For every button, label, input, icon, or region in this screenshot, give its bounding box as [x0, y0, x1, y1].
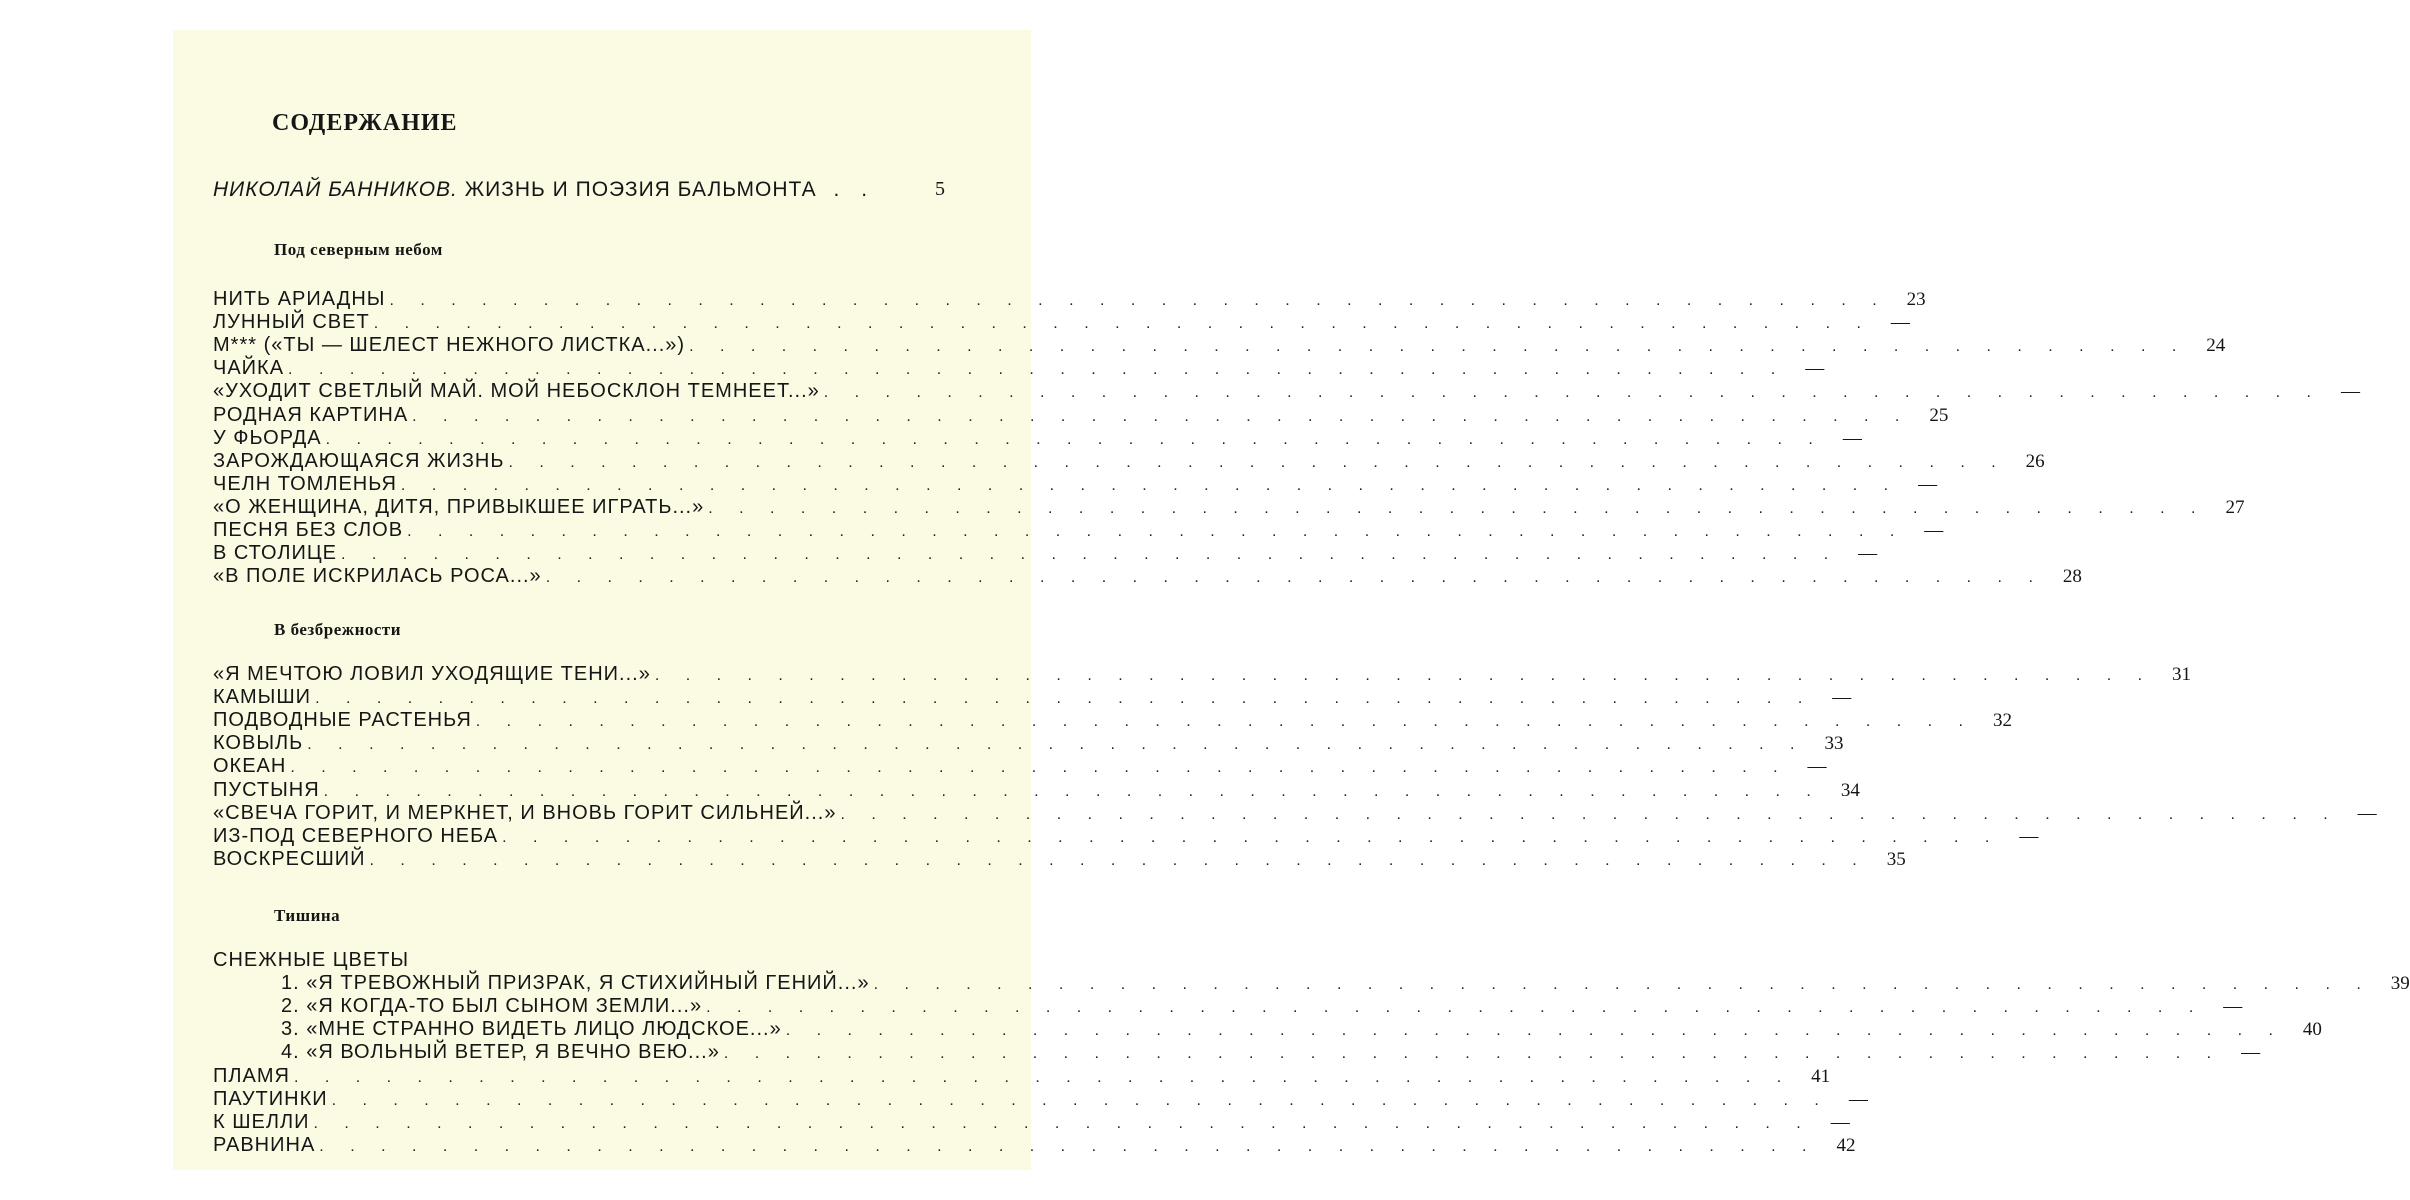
toc-entry: [213, 1109, 1850, 1133]
entry-title: ЗАРОЖДАЮЩАЯСЯ ЖИЗНЬ: [213, 451, 508, 471]
entry-title: НИТЬ АРИАДНЫ: [213, 289, 389, 309]
entry-group-title: СНЕЖНЫЕ ЦВЕТЫ: [213, 949, 410, 972]
page-number: 31: [2172, 664, 2192, 686]
toc-subentry: [213, 1039, 2261, 1064]
page-number: —: [1858, 543, 1878, 565]
entry-title: ЧЕЛН ТОМЛЕНЬЯ: [213, 474, 401, 494]
leader-dots: . . . . . . . . . . . . . . . . . . . . . . . . . . . . . . . . . . . . . . . . . . . . . . . . .: [654, 667, 2154, 685]
page-number: —: [2241, 1042, 2261, 1064]
entry-title: ОКЕАН: [213, 756, 290, 776]
entry-title: 1. «Я ТРЕВОЖНЫЙ ПРИЗРАК, Я СТИХИЙНЫЙ ГЕНИЙ...»: [281, 973, 874, 993]
entry-title: М*** («ТЫ — ШЕЛЕСТ НЕЖНОГО ЛИСТКА...»): [213, 335, 689, 355]
toc-entry: [213, 471, 1938, 495]
leader-dots: . . . . . . . . . . . . . . . . . . . . . . . . . . . . . . . . . . . . . . . . . . . . . . . . .: [331, 1091, 1830, 1109]
leader-dots: . . . . . . . . . . . . . . . . . . . . . . . . . . . . . . . . . . . . . . . . . . . . . . . . .: [288, 361, 1787, 379]
entry-title: ПЕСНЯ БЕЗ СЛОВ: [213, 520, 407, 540]
leader-dots: . . . . . . . . . . . . . . . . . . . . . . . . . . . . . . . . . . . . . . . . . . . . . . . . .: [708, 499, 2207, 517]
toc-entry: [213, 1132, 1856, 1156]
page-number: 39: [2390, 973, 2410, 995]
page-number: —: [2357, 802, 2377, 824]
page-number: —: [1832, 687, 1852, 709]
page-number: 5: [935, 178, 945, 200]
page-number: 42: [1836, 1134, 1856, 1156]
leader-dots: . . . . . . . . . . . . . . . . . . . . . . . . . . . . . . . . . . . . . . . . . . . . . . . . .: [389, 292, 1888, 310]
page-title: СОДЕРЖАНИЕ: [272, 110, 458, 136]
page-number: —: [1805, 358, 1825, 380]
leader-dots: . . . . . . . . . . . . . . . . . . . . . . . . . . . . . . . . . . . . . . . . . . . . . . . . .: [823, 384, 2322, 402]
entry-title: ИЗ-ПОД СЕВЕРНОГО НЕБА: [213, 826, 502, 846]
leader-dots: . . . . . . . . . . . . . . . . . . . . . . . . . . . . . . . . . . . . . . . . . . . . . . . . .: [290, 759, 1789, 777]
entry-title: «УХОДИТ СВЕТЛЫЙ МАЙ. МОЙ НЕБОСКЛОН ТЕМНЕЕТ...»: [213, 381, 824, 401]
leader-dots: . . . . . . . . . . . . . . . . . . . . . . . . . . . . . . . . . . . . . . . . . . . . . . . . .: [723, 1045, 2223, 1063]
page-number: —: [1890, 312, 1910, 334]
toc-entry: [213, 753, 1827, 778]
entry-title: ПУСТЫНЯ: [213, 780, 324, 800]
leader-dots: . . . . . . . . . . . . . . . . . . . . . . . . . . . . . . . . . . . . . . . . . . . . . . . . .: [840, 805, 2339, 823]
leader-dots: . . . . . . . . . . . . . . . . . . . . . . . . . . . . . . . . . . . . . . . . . . . . . . . . .: [412, 407, 1911, 425]
leader-dots: . .: [833, 178, 876, 201]
section-heading: Тишина: [274, 906, 341, 925]
leader-dots: . . . . . . . . . . . . . . . . . . . . . . . . . . . . . . . . . . . . . . . . . . . . . . . . .: [508, 453, 2007, 471]
toc-entry-intro: [213, 178, 953, 202]
page-number: 41: [1811, 1065, 1831, 1087]
entry-title: ЛУННЫЙ СВЕТ: [213, 312, 374, 332]
entry-title: ПОДВОДНЫЕ РАСТЕНЬЯ: [213, 710, 476, 730]
page-number: 27: [2225, 496, 2245, 518]
intro-author: НИКОЛАЙ БАННИКОВ.: [213, 178, 458, 201]
section-heading: В безбрежности: [274, 620, 402, 639]
toc-list: [213, 661, 2377, 870]
page-number: —: [1924, 520, 1944, 542]
toc-entry: [213, 730, 1844, 755]
toc-entry: [213, 661, 2192, 686]
leader-dots: . . . . . . . . . . . . . . . . . . . . . . . . . . . . . . . . . . . . . . . . . . . . . . . . .: [785, 1022, 2284, 1040]
page-number: —: [2019, 825, 2039, 847]
toc-entry: [213, 800, 2377, 824]
toc-subentry: [213, 1016, 2322, 1041]
leader-dots: . . . . . . . . . . . . . . . . . . . . . . . . . . . . . . . . . . . . . . . . . . . . . . . . .: [313, 1114, 1812, 1132]
entry-title: К ШЕЛЛИ: [213, 1112, 314, 1132]
toc-entry: [213, 776, 1860, 801]
page-number: —: [1830, 1111, 1850, 1133]
page-number: —: [1807, 756, 1827, 778]
toc-entry: [213, 1062, 1831, 1087]
toc-list: [213, 286, 2360, 588]
page-number: 26: [2025, 450, 2045, 472]
toc-entry: [213, 401, 1949, 426]
entry-title: 4. «Я ВОЛЬНЫЙ ВЕТЕР, Я ВЕЧНО ВЕЮ...»: [281, 1042, 724, 1062]
toc-entry: [213, 378, 2360, 403]
page-number: —: [1918, 473, 1938, 495]
entry-title: КОВЫЛЬ: [213, 733, 307, 753]
entry-title: ВОСКРЕСШИЙ: [213, 849, 370, 869]
page-number: —: [1842, 427, 1862, 449]
leader-dots: . . . . . . . . . . . . . . . . . . . . . . . . . . . . . . . . . . . . . . . . . . . . . . . . .: [407, 523, 1906, 541]
toc-entry: [213, 846, 1906, 870]
toc-entry: [213, 286, 1926, 311]
entry-title: «В ПОЛЕ ИСКРИЛАСЬ РОСА...»: [213, 566, 546, 586]
page-number: 23: [1906, 289, 1926, 311]
toc-entry: [213, 309, 1910, 334]
entry-title: РОДНАЯ КАРТИНА: [213, 405, 412, 425]
leader-dots: . . . . . . . . . . . . . . . . . . . . . . . . . . . . . . . . . . . . . . . . . . . . . . . . .: [340, 546, 1840, 564]
intro-title: ЖИЗНЬ И ПОЭЗИЯ БАЛЬМОНТА: [464, 178, 817, 201]
page-number: 25: [1929, 404, 1949, 426]
section-heading: Под северным небом: [274, 240, 443, 259]
toc-entry: [213, 332, 2226, 357]
entry-title: «О ЖЕНЩИНА, ДИТЯ, ПРИВЫКШЕЕ ИГРАТЬ...»: [213, 497, 708, 517]
toc-entry: [213, 540, 1878, 565]
entry-title: «Я МЕЧТОЮ ЛОВИЛ УХОДЯЩИЕ ТЕНИ...»: [213, 664, 655, 684]
leader-dots: . . . . . . . . . . . . . . . . . . . . . . . . . . . . . . . . . . . . . . . . . . . . . . . . .: [319, 1137, 1818, 1155]
entry-title: 3. «МНЕ СТРАННО ВИДЕТЬ ЛИЦО ЛЮДСКОЕ...»: [281, 1019, 786, 1039]
page-number: 35: [1886, 848, 1906, 870]
entry-title: ЧАЙКА: [213, 358, 288, 378]
toc-entry: [213, 563, 2082, 588]
page-number: 33: [1824, 733, 1844, 755]
page-number: 32: [1992, 710, 2012, 732]
leader-dots: . . . . . . . . . . . . . . . . . . . . . . . . . . . . . . . . . . . . . . . . . . . . . . . . .: [545, 569, 2044, 587]
toc-list: [213, 947, 2410, 1156]
toc-entry: [213, 355, 1825, 380]
toc-entry: [213, 425, 1862, 449]
toc-subentry: [213, 993, 2243, 1018]
toc-entry: [213, 517, 1944, 542]
toc-entry: [213, 1086, 1868, 1110]
leader-dots: . . . . . . . . . . . . . . . . . . . . . . . . . . . . . . . . . . . . . . . . . . . . . . . . .: [325, 430, 1824, 448]
page-number: —: [2223, 996, 2243, 1018]
leader-dots: . . . . . . . . . . . . . . . . . . . . . . . . . . . . . . . . . . . . . . . . . . . . . . . . .: [307, 736, 1806, 754]
leader-dots: . . . . . . . . . . . . . . . . . . . . . . . . . . . . . . . . . . . . . . . . . . . . . . . . .: [706, 999, 2205, 1017]
toc-entry: [213, 823, 2039, 847]
toc-entry: [213, 707, 2012, 732]
leader-dots: . . . . . . . . . . . . . . . . . . . . . . . . . . . . . . . . . . . . . . . . . . . . . . . . .: [873, 976, 2372, 994]
leader-dots: . . . . . . . . . . . . . . . . . . . . . . . . . . . . . . . . . . . . . . . . . . . . . . . . .: [323, 782, 1822, 800]
entry-title: КАМЫШИ: [213, 687, 315, 707]
leader-dots: . . . . . . . . . . . . . . . . . . . . . . . . . . . . . . . . . . . . . . . . . . . . . . . . .: [369, 851, 1868, 869]
leader-dots: . . . . . . . . . . . . . . . . . . . . . . . . . . . . . . . . . . . . . . . . . . . . . . . . .: [400, 476, 1900, 494]
leader-dots: . . . . . . . . . . . . . . . . . . . . . . . . . . . . . . . . . . . . . . . . . . . . . . . . .: [689, 338, 2188, 356]
leader-dots: . . . . . . . . . . . . . . . . . . . . . . . . . . . . . . . . . . . . . . . . . . . . . . . . .: [315, 690, 1814, 708]
leader-dots: . . . . . . . . . . . . . . . . . . . . . . . . . . . . . . . . . . . . . . . . . . . . . . . . .: [293, 1068, 1793, 1086]
toc-entry: [213, 494, 2245, 518]
page-number: —: [2340, 381, 2360, 403]
entry-title: РАВНИНА: [213, 1135, 319, 1155]
entry-title: ПЛАМЯ: [213, 1066, 294, 1086]
leader-dots: . . . . . . . . . . . . . . . . . . . . . . . . . . . . . . . . . . . . . . . . . . . . . . . . .: [475, 713, 1974, 731]
entry-title: ПАУТИНКИ: [213, 1089, 332, 1109]
page-number: 28: [2062, 566, 2082, 588]
page-number: 34: [1840, 779, 1860, 801]
page-number: —: [1848, 1088, 1868, 1110]
entry-title: В СТОЛИЦЕ: [213, 543, 341, 563]
leader-dots: . . . . . . . . . . . . . . . . . . . . . . . . . . . . . . . . . . . . . . . . . . . . . . . . .: [502, 828, 2001, 846]
entry-title: «СВЕЧА ГОРИТ, И МЕРКНЕТ, И ВНОВЬ ГОРИТ СИЛЬНЕЙ...»: [213, 803, 840, 823]
toc-subentry: [213, 970, 2410, 995]
page-number: 40: [2302, 1019, 2322, 1041]
entry-title: 2. «Я КОГДА-ТО БЫЛ СЫНОМ ЗЕМЛИ...»: [281, 996, 706, 1016]
toc-entry: [213, 684, 1852, 709]
leader-dots: . . . . . . . . . . . . . . . . . . . . . . . . . . . . . . . . . . . . . . . . . . . . . . . . .: [373, 315, 1872, 333]
entry-title: У ФЬОРДА: [213, 428, 326, 448]
toc-entry: [213, 448, 2045, 472]
page-number: 24: [2206, 335, 2226, 357]
